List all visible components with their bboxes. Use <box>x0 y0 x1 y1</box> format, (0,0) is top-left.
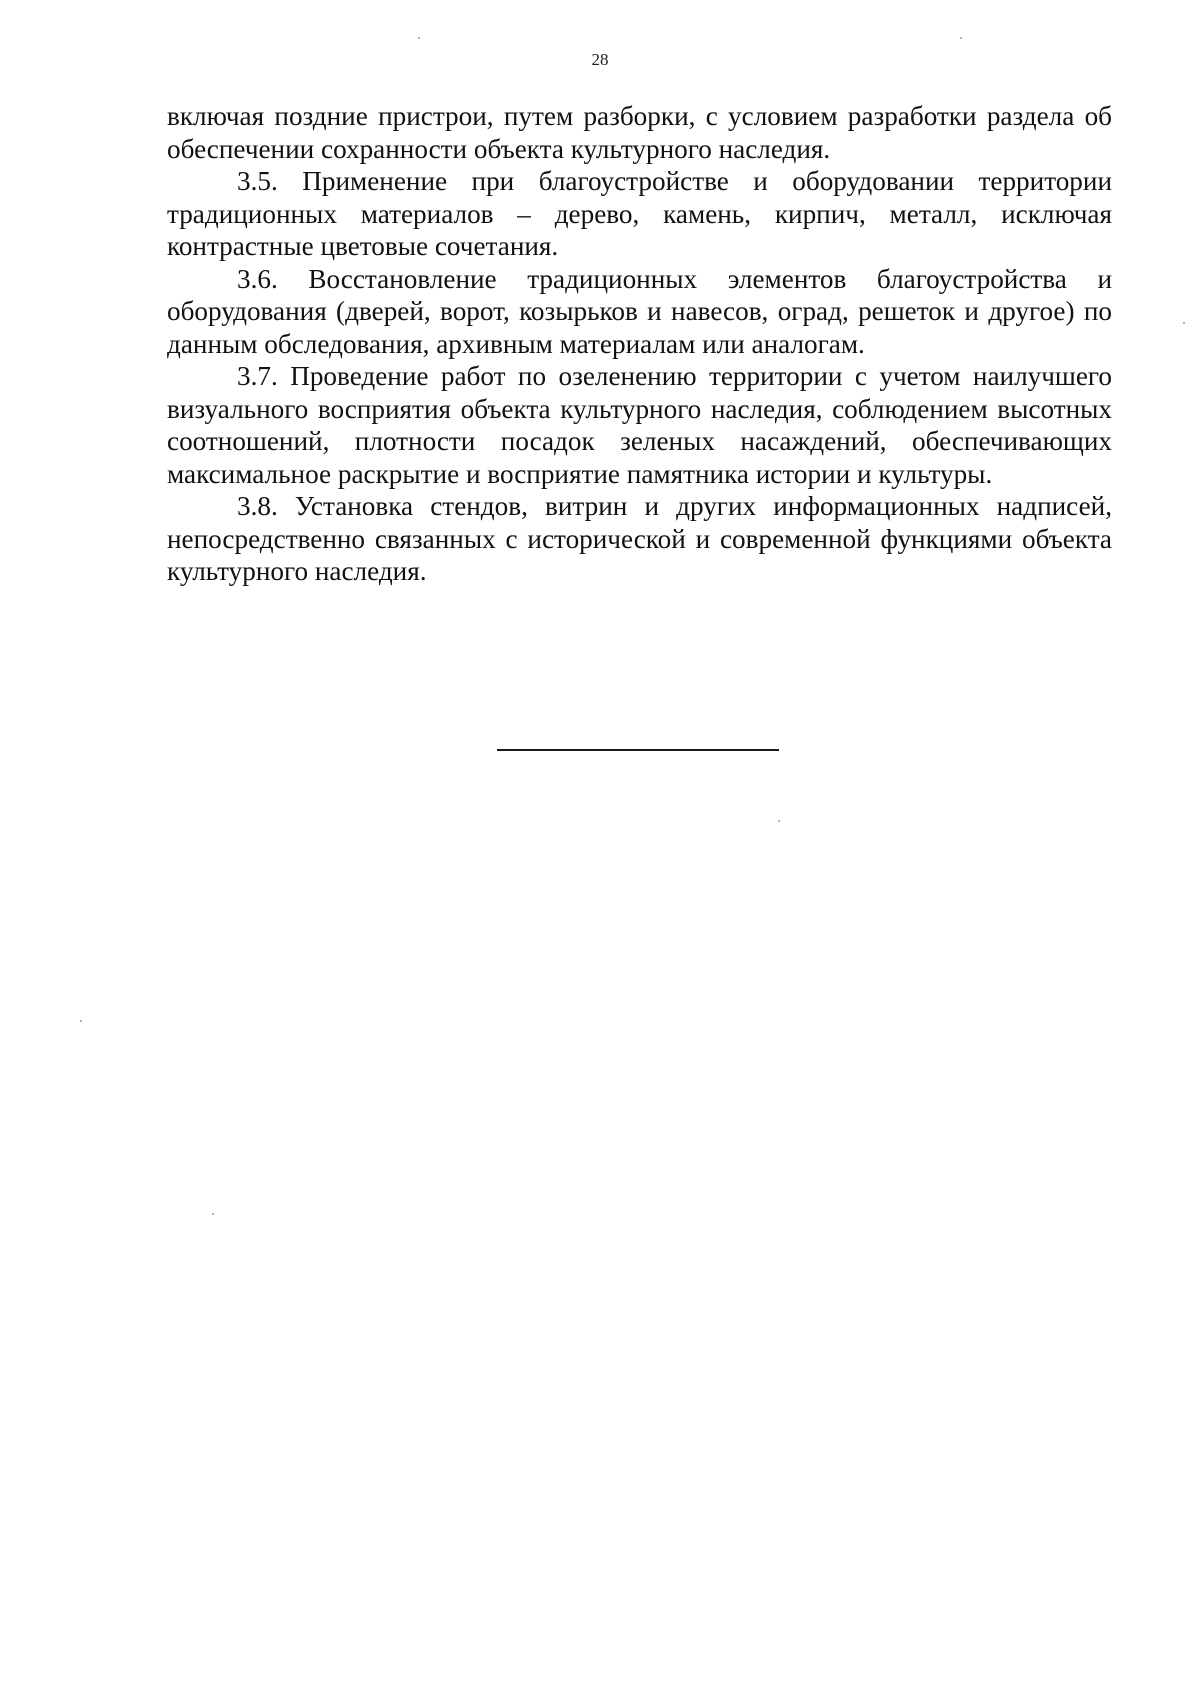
paragraph-3-8: 3.8. Установка стендов, витрин и других информационных надписей, непосредственно связанных с исторической и современной функциями объекта культурного наследия. <box>167 491 1112 586</box>
page-number: 28 <box>591 50 609 69</box>
document-body <box>167 100 1112 588</box>
scan-speck <box>1183 322 1185 324</box>
scan-speck <box>80 1020 82 1022</box>
end-of-document-rule <box>497 749 779 751</box>
scan-speck <box>960 37 962 39</box>
scan-speck <box>212 1213 214 1215</box>
scan-speck <box>778 820 780 822</box>
scan-speck <box>418 37 420 39</box>
paragraph-3-5: 3.5. Применение при благоустройстве и оборудовании территории традиционных материалов – дерево, камень, кирпич, металл, исключая контрастные цветовые сочетания. <box>167 166 1112 261</box>
paragraph-3-6: 3.6. Восстановление традиционных элементов благоустройства и оборудования (дверей, ворот, козырьков и навесов, оград, решеток и другое) по данным обследования, архивным материалам или аналогам. <box>167 263 1112 359</box>
paragraph-continuation: включая поздние пристрои, путем разборки, с условием разработки раздела об обеспечении сохранности объекта культурного наследия. <box>167 101 1112 164</box>
paragraph-3-7: 3.7. Проведение работ по озеленению территории с учетом наилучшего визуального восприятия объекта культурного наследия, соблюдением высотных соотношений, плотности посадок зеленых насаждений, обеспечивающих максимальное раскрытие и восприятие памятника истории и культуры. <box>167 361 1112 489</box>
